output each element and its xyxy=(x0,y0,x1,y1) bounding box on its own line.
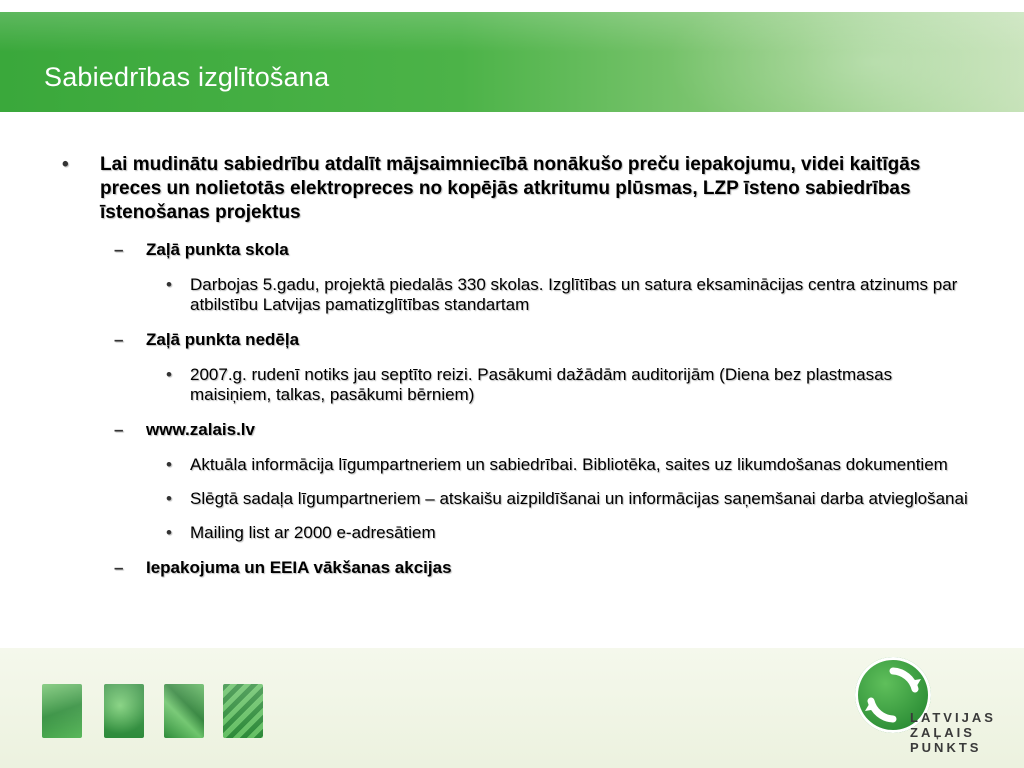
slide-content xyxy=(58,153,978,579)
sub-bullet-text: Slēgtā sadaļa līgumpartneriem – atskaišu aizpildīšanai un informācijas saņemšanai darba atvieglošanai xyxy=(190,489,968,508)
bullet-icon: • xyxy=(166,365,172,384)
section-heading-text: Iepakojuma un EEIA vākšanas akcijas xyxy=(146,558,452,577)
section-heading xyxy=(58,239,978,261)
fern-thumbnail-image xyxy=(223,684,263,738)
latvijas-zalais-punkts-logo xyxy=(855,657,1005,757)
header-swirl xyxy=(664,12,1024,112)
sub-bullet-text: 2007.g. rudenī notiks jau septīto reizi. Pasākumi dažādām auditorijām (Diena bez plastmasas maisiņiem, talkas, pasākumi bērniem) xyxy=(190,365,893,404)
sub-bullet xyxy=(58,365,970,405)
main-bullet xyxy=(58,153,978,225)
section-heading-text: Zaļā punkta nedēļa xyxy=(146,330,300,349)
bullet-icon: • xyxy=(62,154,69,175)
section-heading xyxy=(58,557,978,579)
dash-icon: – xyxy=(114,240,124,259)
dash-icon: – xyxy=(114,330,124,349)
section-heading xyxy=(58,329,978,351)
bullet-icon: • xyxy=(166,489,172,508)
top-strip xyxy=(0,0,1024,12)
section-heading xyxy=(58,419,978,441)
main-bullet-text: Lai mudinātu sabiedrību atdalīt mājsaimniecībā nonākušo preču iepakojumu, videi kaitīgās preces un nolietotās elektropreces no kopējās atkritumu plūsmas, LZP īsteno sabiedrības īstenošanas projektus xyxy=(100,154,921,223)
logo-line-3: PUNKTS xyxy=(910,740,982,755)
sub-bullet-text: Mailing list ar 2000 e-adresātiem xyxy=(190,523,436,542)
section-heading-text: www.zalais.lv xyxy=(146,420,255,439)
dash-icon: – xyxy=(114,558,124,577)
bullet-icon: • xyxy=(166,455,172,474)
droplet-thumbnail-image xyxy=(104,684,144,738)
leaf-thumbnail-image xyxy=(42,684,82,738)
sub-bullet-text: Aktuāla informācija līgumpartneriem un sabiedrībai. Bibliotēka, saites uz likumdošanas dokumentiem xyxy=(190,455,948,474)
bullet-icon: • xyxy=(166,523,172,542)
sub-bullet-text: Darbojas 5.gadu, projektā piedalās 330 skolas. Izglītības un satura eksaminācijas centra atzinums par atbilstību Latvijas pamatizglītības standartam xyxy=(190,275,958,314)
section-heading-text: Zaļā punkta skola xyxy=(146,240,289,259)
sub-bullet xyxy=(58,523,970,543)
logo-line-1: LATVIJAS xyxy=(910,710,996,725)
plant-thumbnail-image xyxy=(164,684,204,738)
slide-title: Sabiedrības izglītošana xyxy=(44,62,330,92)
sub-bullet xyxy=(58,455,970,475)
sub-bullet xyxy=(58,275,970,315)
bullet-icon: • xyxy=(166,275,172,294)
sub-bullet xyxy=(58,489,970,509)
dash-icon: – xyxy=(114,420,124,439)
logo-line-2: ZAĻAIS xyxy=(910,725,975,740)
